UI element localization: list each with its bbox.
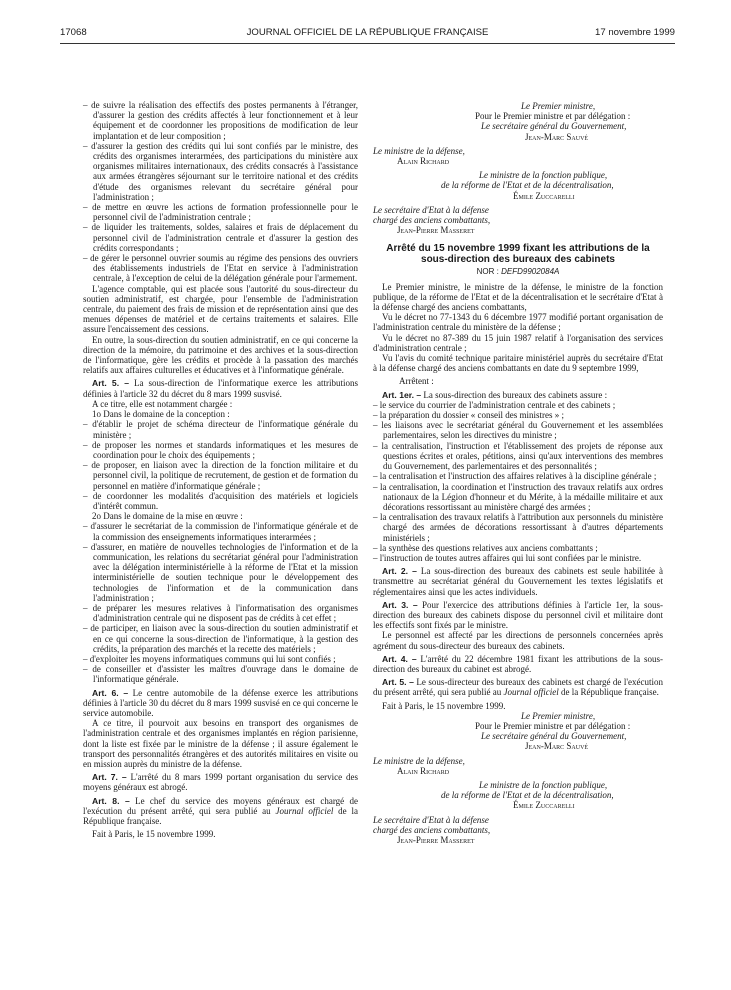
pm-title: Le Premier ministre, (521, 710, 596, 721)
list-item: – de conseiller et d'assister les maîtres d'ouvrage dans le domaine de l'informatique générale. (83, 664, 358, 685)
article-label: Art. 6. – (92, 687, 129, 698)
list-item: – la centralisation et l'instruction des affaires relatives à la discipline générale ; (373, 471, 657, 482)
sg-name: Jean-Marc Sauvé (525, 131, 589, 142)
article-label: Art. 8. – (92, 795, 130, 806)
list-item: – d'assurer la gestion des crédits qui lui sont confiés par le ministre, des crédits des organismes interarmées, des participations du ministère aux organismes militaires internationaux, des crédits consacrés à l'assistance aux armées étrangères séjournant sur le territoire national et des crédits d'étude des organismes relevant du secrétaire général pour l'administration ; (83, 140, 358, 202)
paragraph: L'agence comptable, qui est placée sous l'autorité du sous-directeur du soutien administratif, est chargée, pour l'ensemble de l'administration centrale, du paiement des frais de mission et de représentation ainsi que des menues dépenses de matériel et de certains traitements et salaires. Elle assure l'encaissement des cessions. (83, 283, 358, 335)
fp-title-2: de la réforme de l'Etat et de la décentralisation, (441, 790, 614, 801)
signature-date: Fait à Paris, le 15 novembre 1999. (92, 829, 216, 840)
se-title-2: chargé des anciens combattants, (373, 824, 491, 835)
issue-date: 17 novembre 1999 (594, 27, 675, 38)
list-item: – l'instruction de toutes autres affaires qui lui sont confiées par le ministre. (373, 552, 642, 563)
article-8: Art. 8. – Le chef du service des moyens généraux est chargé de l'exécution du présent arrêté, qui sera publié au Journal officiel de la République française. (83, 795, 358, 827)
fp-name: Émile Zuccarelli (513, 190, 575, 201)
article-label: Art. 4. – (382, 653, 417, 664)
article-label: Art. 1er. – (382, 389, 422, 400)
right-column (373, 101, 663, 845)
list-item: – de proposer, en liaison avec la direction de la fonction militaire et du personnel civil, la politique de recrutement, de gestion et de formation du personnel en matière d'informatique générale ; (83, 460, 358, 491)
list-item: – de coordonner les modalités d'acquisition des matériels et logiciels d'intérêt commun. (83, 490, 358, 511)
fp-title-1: Le ministre de la fonction publique, (479, 170, 608, 181)
section-heading: 1o Dans le domaine de la conception : (92, 409, 230, 420)
section-heading: 2o Dans le domaine de la mise en œuvre : (92, 511, 243, 522)
list-item: – de proposer les normes et standards informatiques et les mesures de coordination pour le choix des équipements ; (83, 439, 358, 460)
paragraph: Le Premier ministre, le ministre de la défense, le ministre de la fonction publique, de la réforme de l'Etat et de la décentralisation et le secrétaire d'Etat à la défense chargé des anciens combattants, (373, 281, 663, 313)
header-rule (60, 43, 675, 44)
list-item: – la centralisation, l'instruction et l'établissement des projets de réponse aux questions écrites et orales, pétitions, ainsi qu'aux interventions des membres du Gouvernement, des parlementaires et des personnalités ; (373, 440, 663, 472)
def-name: Alain Richard (397, 765, 450, 776)
article-label: Art. 3. – (382, 599, 418, 610)
list-item: – de préparer les mesures relatives à l'informatisation des organismes d'administration centrale qui ne disposent pas de crédits à cet effet ; (83, 602, 358, 624)
list-item: – de participer, en liaison avec la sous-direction du soutien administratif et en ce qui concerne la sous-direction de l'informatique, à la gestion des crédits, la préparation des marchés et la recette des matériels ; (83, 623, 358, 654)
list-item: – de liquider les traitements, soldes, salaires et frais de déplacement du personnel civil de l'administration centrale et d'assurer la gestion des crédits correspondants ; (83, 222, 358, 253)
article-label: Art. 5. – (382, 677, 414, 688)
sg-title: Le secrétaire général du Gouvernement, (481, 731, 627, 742)
journal-title: JOURNAL OFFICIEL DE LA RÉPUBLIQUE FRANÇAISE (246, 27, 489, 38)
article-4: Art. 4. – L'arrêté du 22 décembre 1981 fixant les attributions de la sous-direction des bureaux du cabinet est abrogé. (373, 653, 663, 674)
pm-delegation: Pour le Premier ministre et par délégation : (475, 111, 631, 122)
paragraph: Le personnel est affecté par les directions de personnels concernées après agrément du sous-directeur des bureaux des cabinets. (373, 630, 663, 651)
paragraph: A ce titre, elle est notamment chargée : (92, 398, 233, 409)
page-number: 17068 (60, 27, 87, 38)
article-6: Art. 6. – Le centre automobile de la défense exerce les attributions définies à l'article 30 du décret du 8 mars 1999 susvisé en ce qui concerne le service automobile. (83, 687, 358, 718)
article-1: Art. 1er. – La sous-direction des bureaux des cabinets assure : (382, 389, 608, 400)
list-item: – d'assurer, en matière de nouvelles technologies de l'information et de la communication, les relations du secrétariat général pour l'administration avec la délégation interministérielle à la réforme de l'Etat et la mission interministérielle de soutien technique pour le développement des technologies de l'information et de la communication dans l'administration ; (83, 541, 358, 603)
list-item: – de suivre la réalisation des effectifs des postes permanents à l'étranger, d'assurer la gestion des crédits affectés à leur fonctionnement et à leur équipement et de coordonner les propositions de modification de leur implantation et de leur composition ; (83, 100, 358, 141)
paragraph: A ce titre, il pourvoit aux besoins en transport des organismes de l'administration centrale et des organismes implantés en région parisienne, dont la liste est fixée par le ministre de la défense ; il assure également le transport des personnalités étrangères et des autorités militaires en visite ou en mission auprès du ministre de la défense. (83, 718, 358, 769)
list-item: – d'établir le projet de schéma directeur de l'informatique générale du ministère ; (83, 419, 358, 440)
list-item: – la préparation du dossier « conseil des ministres » ; (373, 410, 564, 421)
article-label: Art. 5. – (92, 378, 130, 389)
se-name: Jean-Pierre Masseret (397, 225, 475, 236)
list-item: – d'assurer le secrétariat de la commission de l'informatique générale et de la commission des enseignements informatiques interarmées ; (83, 521, 358, 542)
se-title-2: chargé des anciens combattants, (373, 215, 491, 226)
article-5-left: Art. 5. – La sous-direction de l'informatique exerce les attributions définies à l'article 32 du décret du 8 mars 1999 susvisé. (83, 378, 358, 399)
list-item: – d'exploiter les moyens informatiques communs qui lui sont confiés ; (83, 653, 336, 664)
list-item: – de gérer le personnel ouvrier soumis au régime des pensions des ouvriers des établissements industriels de l'Etat en service à l'administration centrale, à l'exception de celui de la délégation générale pour l'armement. (83, 253, 358, 284)
list-item: – la centralisation des travaux relatifs à l'attribution aux personnels du ministère chargé des armées de décorations ressortissant à d'autres départements ministériels ; (373, 512, 663, 543)
arretent: Arrêtent : (399, 376, 434, 387)
article-3: Art. 3. – Pour l'exercice des attributions définies à l'article 1er, la sous-direction des bureaux des cabinets dispose du personnel civil et militaire dont les effectifs sont fixés par le ministre. (373, 599, 663, 631)
paragraph: En outre, la sous-direction du soutien administratif, en ce qui concerne la direction de la mémoire, du patrimoine et des archives et la sous-direction de l'informatique, gère les crédits et procède à la passation des marchés relatifs aux affaires culturelles et éducatives et à l'informatique générale. (83, 334, 358, 376)
article-5-right: Art. 5. – Le sous-directeur des bureaux des cabinets est chargé de l'exécution du présent arrêté, qui sera publié au Journal officiel de la République française. (373, 677, 664, 698)
se-title-1: Le secrétaire d'Etat à la défense (373, 814, 489, 825)
arrete-title: Arrêté du 15 novembre 1999 fixant les attributions de la sous-direction des bureaux des cabinets (386, 243, 650, 266)
def-title: Le ministre de la défense, (373, 145, 465, 156)
sg-name: Jean-Marc Sauvé (525, 741, 589, 752)
page-header (60, 27, 675, 41)
paragraph: Vu l'avis du comité technique paritaire ministériel auprès du secrétaire d'Etat à la défense chargé des anciens combattants en date du 9 septembre 1999, (373, 353, 663, 374)
paragraph: Vu le décret no 87-389 du 15 juin 1987 relatif à l'organisation des services d'administration centrale ; (373, 332, 663, 353)
list-item: – la centralisation, la coordination et l'instruction des travaux relatifs aux ordres nationaux de la Légion d'honneur et du Mérite, à la médaille militaire et aux décorations ressortissant au ministère chargé des armées ; (373, 481, 663, 512)
nor-reference: NOR : DEFD9902084A (476, 267, 560, 277)
fp-title-1: Le ministre de la fonction publique, (479, 779, 608, 790)
article-label: Art. 7. – (92, 772, 127, 783)
signature-block-1 (373, 101, 663, 235)
pm-title: Le Premier ministre, (521, 101, 596, 111)
fp-title-2: de la réforme de l'Etat et de la décentralisation, (441, 180, 614, 191)
article-7: Art. 7. – L'arrêté du 8 mars 1999 portant organisation du service des moyens généraux est abrogé. (83, 772, 358, 793)
left-column (83, 100, 358, 839)
se-title-1: Le secrétaire d'Etat à la défense (373, 204, 489, 215)
list-item: – les liaisons avec le secrétariat général du Gouvernement et les assemblées parlementaires, selon les directives du ministre ; (373, 420, 663, 441)
signature-block-2 (373, 711, 663, 845)
fp-name: Émile Zuccarelli (513, 800, 575, 811)
def-title: Le ministre de la défense, (373, 755, 465, 766)
signature-date: Fait à Paris, le 15 novembre 1999. (382, 700, 506, 711)
list-item: – la synthèse des questions relatives aux anciens combattants ; (373, 542, 598, 553)
article-label: Art. 2. – (382, 566, 417, 577)
se-name: Jean-Pierre Masseret (397, 835, 475, 845)
list-item: – le service du courrier de l'administration centrale et des cabinets ; (373, 399, 616, 410)
list-item: – de mettre en œuvre les actions de formation professionnelle pour le personnel civil de l'administration centrale ; (83, 202, 358, 223)
pm-delegation: Pour le Premier ministre et par délégation : (475, 720, 631, 731)
paragraph: Vu le décret no 77-1343 du 6 décembre 1977 modifié portant organisation de l'administration centrale du ministère de la défense ; (373, 312, 663, 333)
article-2: Art. 2. – La sous-direction des bureaux des cabinets est seule habilitée à transmettre au secrétariat général du Gouvernement les textes législatifs et réglementaires ainsi que les actes individuels. (373, 566, 663, 597)
sg-title: Le secrétaire général du Gouvernement, (481, 121, 627, 132)
def-name: Alain Richard (397, 156, 450, 167)
